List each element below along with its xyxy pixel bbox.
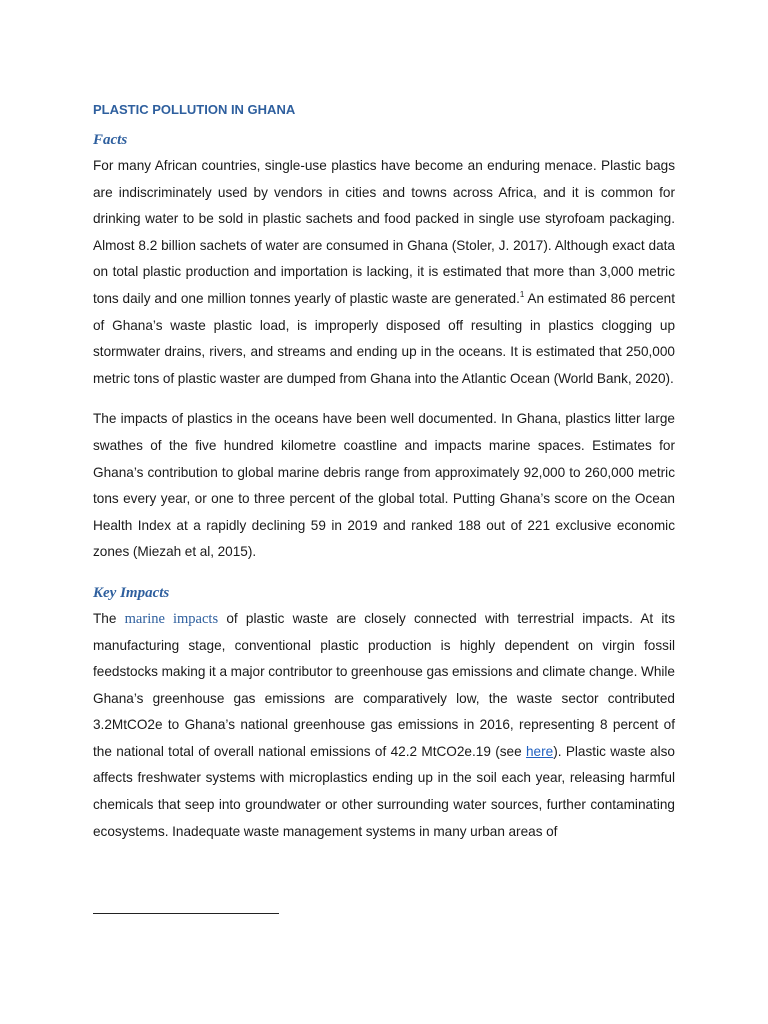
document-title: PLASTIC POLLUTION IN GHANA: [93, 102, 296, 117]
here-link[interactable]: here: [526, 743, 554, 759]
key-impacts-text-b: ). Plastic waste also affects freshwater systems with microplastics ending up in the soil each year, releasing harmful chemicals that seep into groundwater or other surrounding water sources, further contaminating ecosystems. Inadequate waste management systems in many urban areas of: [93, 743, 675, 839]
footnote-separator: [93, 913, 279, 914]
footnote-reference[interactable]: 1: [519, 289, 525, 299]
key-impacts-paragraph: [93, 606, 675, 845]
facts-paragraph-1-text-a: For many African countries, single-use plastics have become an enduring menace. Plastic bags are indiscriminately used by vendors in cities and towns across Africa, and it is common for drinking water to be sold in plastic sachets and food packed in single use styrofoam packaging. Almost 8.2 billion sachets of water are consumed in Ghana (Stoler, J. 2017). Although exact data on total plastic production and importation is lacking, it is estimated that more than 3,000 metric tons daily and one million tonnes yearly of plastic waste are generated.: [93, 158, 675, 306]
section-heading-key-impacts: Key Impacts: [93, 584, 170, 601]
document-body: [93, 100, 675, 845]
marine-impacts-link[interactable]: marine impacts: [124, 610, 219, 627]
facts-paragraph-1-text-b: An estimated 86 percent of Ghana’s waste plastic load, is improperly disposed off resulting in plastics clogging up stormwater drains, rivers, and streams and ending up in the oceans. It is estimated that 250,000 metric tons of plastic waster are dumped from Ghana into the Atlantic Ocean (World Bank, 2020).: [93, 290, 675, 386]
key-impacts-text-a: of plastic waste are closely connected with terrestrial impacts. At its manufacturing stage, conventional plastic production is highly dependent on virgin fossil feedstocks making it a major contributor to greenhouse gas emissions and climate change. While Ghana’s greenhouse gas emissions are comparatively low, the waste sector contributed 3.2MtCO2e to Ghana’s national greenhouse gas emissions in 2016, representing 8 percent of the national total of overall national emissions of 42.2 MtCO2e.19 (see: [93, 610, 675, 759]
section-heading-facts: Facts: [93, 132, 128, 148]
facts-paragraph-2: The impacts of plastics in the oceans have been well documented. In Ghana, plastics litter large swathes of the five hundred kilometre coastline and impacts marine spaces. Estimates for Ghana’s contribution to global marine debris range from approximately 92,000 to 260,000 metric tons every year, or one to three percent of the global total. Putting Ghana’s score on the Ocean Health Index at a rapidly declining 59 in 2019 and ranked 188 out of 221 exclusive economic zones (Miezah et al, 2015).: [93, 411, 675, 560]
facts-paragraph-1: [93, 153, 675, 392]
key-impacts-lead: The: [93, 610, 125, 626]
